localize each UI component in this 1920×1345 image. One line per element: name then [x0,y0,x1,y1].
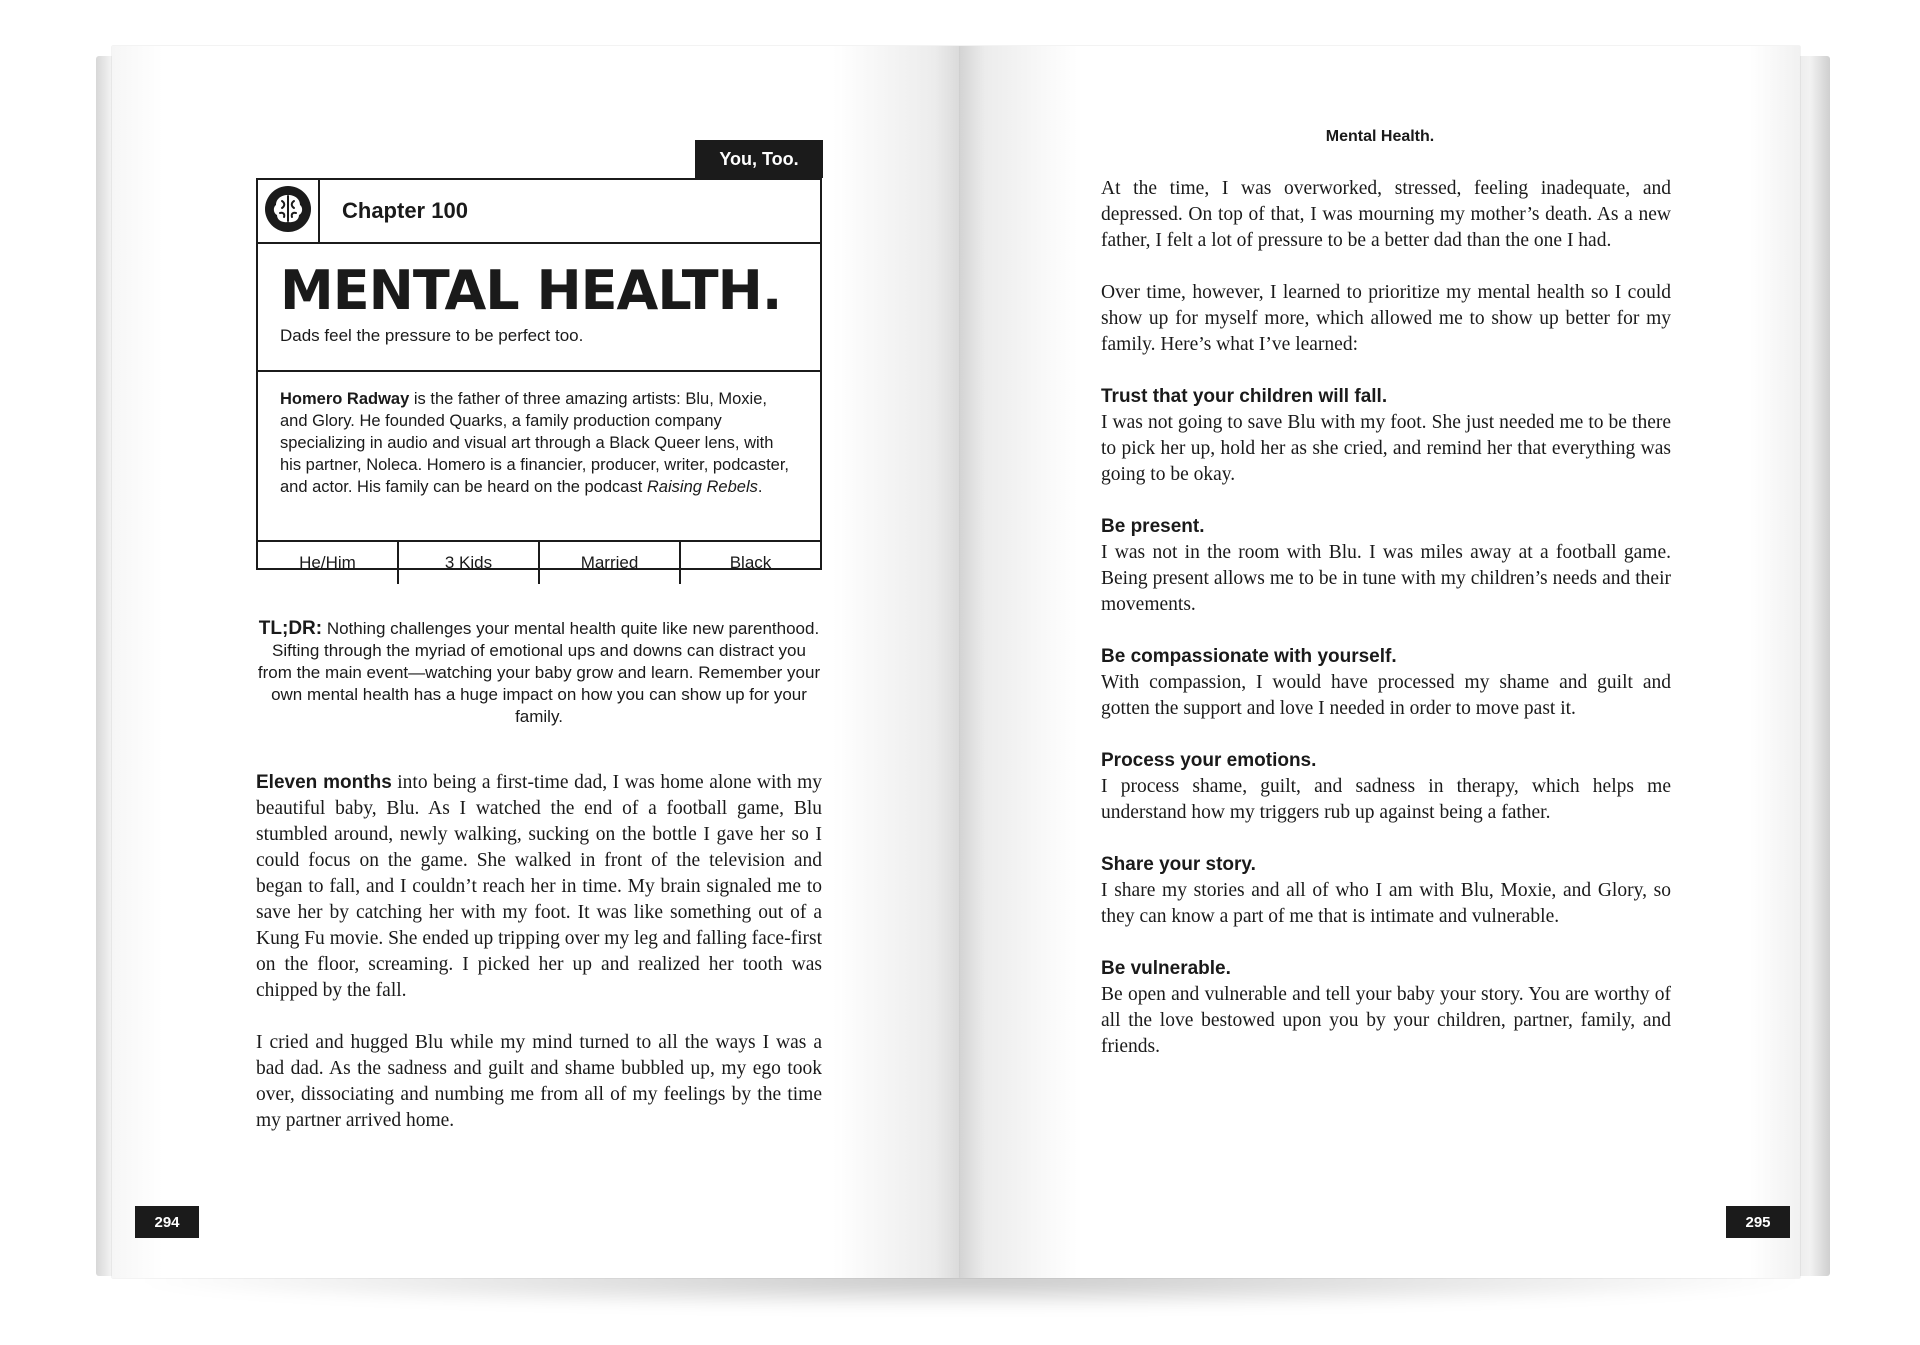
tip-item [1101,384,1671,488]
left-body-text [256,770,822,1160]
tip-item [1101,956,1671,1060]
title-block [258,260,820,372]
author-tags [258,542,820,584]
tag-identity: Black [729,553,772,572]
body-paragraph: Over time, however, I learned to prioritize my mental health so I could show up for myself more, which allowed me to show up better for my family. Here’s what I’ve learned: [1101,282,1671,355]
tldr-summary [256,618,822,728]
tip-text: I was not going to save Blu with my foot. She just needed me to be there to pick her up, hold her as she cried, and remind her that everything was going to be okay. [1101,412,1671,485]
section-tab: You, Too. [695,140,823,178]
chapter-icon-cell [258,180,320,242]
bio-end: . [757,478,763,496]
bio-text: is the father of three amazing artists: Blu, Moxie, and Glory. He founded Quarks, a family production company specializing in audio and visual art through a Black Queer lens, with his partner, Noleca. Homero is a financier, producer, writer, podcaster, and actor. His family can be heard on the podcast [280,390,790,496]
tag-marital-status: Married [540,542,681,584]
podcast-name: Raising Rebels [646,478,758,496]
running-head: Mental Health. [1325,128,1435,145]
tip-text: I was not in the room with Blu. I was miles away at a football game. Being present allows me to be in tune with my children’s needs and their movements. [1101,542,1671,615]
tip-heading: Be vulnerable. [1101,958,1231,979]
chapter-box [256,178,822,570]
tag-pronouns: He/Him [258,542,399,584]
tip-item [1101,748,1671,826]
chapter-subtitle: Dads feel the pressure to be perfect too. [280,326,584,345]
tip-text: With compassion, I would have processed my shame and guilt and gotten the support and love I needed in order to move past it. [1101,672,1671,719]
page-number-right: 295 [1726,1206,1790,1238]
right-body-text [1101,176,1671,1086]
tip-item [1101,644,1671,722]
tip-heading: Trust that your children will fall. [1101,386,1388,407]
tip-text: I share my stories and all of who I am with Blu, Moxie, and Glory, so they can know a part of me that is intimate and vulnerable. [1101,880,1671,927]
tip-item [1101,852,1671,930]
author-bio [258,372,820,542]
tldr-label: TL;DR: [258,618,323,639]
tip-heading: Be compassionate with yourself. [1101,646,1397,667]
lead-in: Eleven months [256,772,392,793]
body-paragraph [256,770,822,1004]
page-number-left: 294 [135,1206,199,1238]
body-paragraph: I cried and hugged Blu while my mind turned to all the ways I was a bad dad. As the sadness and guilt and shame bubbled up, my ego took over, dissociating and numbing me from all of my feelings by the time my partner arrived home. [256,1032,822,1131]
tip-heading: Share your story. [1101,854,1256,875]
tag-kids: 3 Kids [399,542,540,584]
tip-heading: Be present. [1101,516,1205,537]
brain-icon [263,184,313,239]
chapter-title: MENTAL HEALTH. [280,259,782,322]
author-name: Homero Radway [280,390,410,408]
body-paragraph: At the time, I was overworked, stressed, feeling inadequate, and depressed. On top of that, I was mourning my mother’s death. As a new father, I felt a lot of pressure to be a better dad than the one I had. [1101,178,1671,251]
chapter-row [258,180,820,244]
chapter-number: Chapter 100 [342,198,468,223]
tip-text: Be open and vulnerable and tell your baby your story. You are worthy of all the love bestowed upon you by your children, partner, family, and friends. [1101,984,1671,1057]
tldr-text: Nothing challenges your mental health quite like new parenthood. Sifting through the myriad of emotional ups and downs can distract you from the main event—watching your baby grow and learn. Remember your own mental health has a huge impact on how you can show up for your family. [257,619,821,726]
tip-text: I process shame, guilt, and sadness in therapy, which helps me understand how my triggers rub up against being a father. [1101,776,1671,823]
tip-heading: Process your emotions. [1101,750,1317,771]
paragraph-text: into being a first-time dad, I was home alone with my beautiful baby, Blu. As I watched the end of a football game, Blu stumbled around, newly walking, sucking on the bottle I gave her so I could focus on the game. She walked in front of the television and began to fall, and I couldn’t reach her in time. My brain signaled me to save her by catching her with my foot. It was like something out of a Kung Fu movie. She ended up tripping over my leg and falling face-first on the floor, screaming. I picked her up and realized her tooth was chipped by the fall. [256,772,822,1001]
tip-item [1101,514,1671,618]
